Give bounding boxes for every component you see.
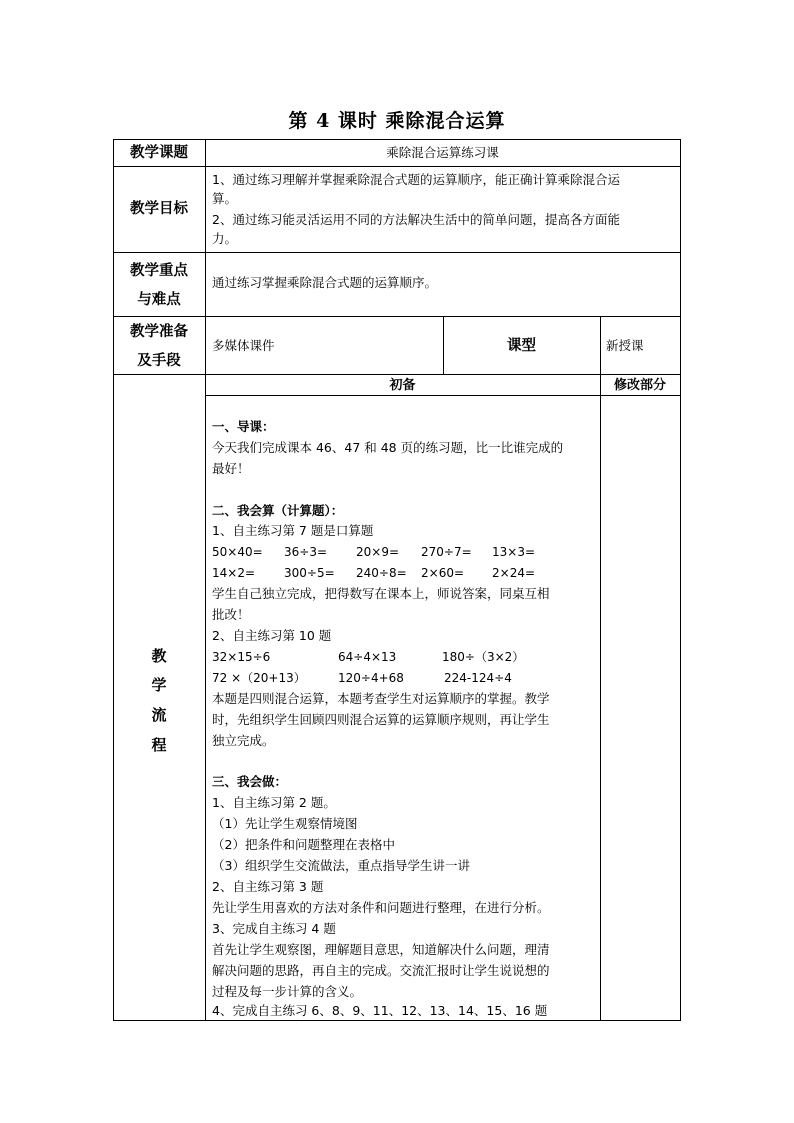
text-line: 独立完成。 [212,733,275,748]
text-line: 学生自己独立完成，把得数写在课本上，师说答案，同桌互相 [212,586,550,601]
calc-item: 72 ×（20+13） [212,671,306,685]
text-line: 解决问题的思路，再自主的完成。交流汇报时让学生说说想的 [212,963,550,978]
text-line: （3）组织学生交流做法，重点指导学生讲一讲 [212,858,470,873]
text-line: 时，先组织学生回顾四则混合运算的运算顺序规则，再让学生 [212,712,550,727]
calc-item: 32×15÷6 [212,650,271,664]
objectives-label: 教学目标 [130,201,188,217]
table-border [680,139,681,1020]
calc-item: 300÷5= [284,566,335,580]
objective-line: 1、通过练习理解并掌握乘除混合式题的运算顺序，能正确计算乘除混合运 [212,172,620,187]
table-border [600,374,601,1020]
text-line: 首先让学生观察图，理解题目意思，知道解决什么问题，理清 [212,942,550,957]
key-points-label-2: 与难点 [137,292,181,308]
text-line: （2）把条件和问题整理在表格中 [212,837,395,852]
calc-item: 270÷7= [421,545,472,559]
text-line: 1、自主练习第 2 题。 [212,795,336,810]
table-border [205,139,206,1020]
calc-item: 2×60= [421,566,465,580]
calc-item: 2×24= [492,566,536,580]
table-border [600,316,601,374]
key-points-label: 教学重点 [130,263,188,279]
table-border [113,1020,681,1021]
text-line: 4、完成自主练习 6、8、9、11、12、13、14、15、16 题 [212,1003,548,1018]
lesson-topic-label: 教学课题 [130,145,188,161]
page-title: 第 4 课时 乘除混合运算 [288,110,506,132]
calc-item: 14×2= [212,566,256,580]
objective-line: 2、通过练习能灵活运用不同的方法解决生活中的简单问题，提高各方面能 [212,212,620,227]
calc-item: 64÷4×13 [338,650,397,664]
lesson-type-label: 课型 [507,338,536,354]
calc-item: 224-124÷4 [444,671,512,685]
preparation-label: 教学准备 [130,324,188,340]
table-border [113,316,681,317]
flow-label-char: 流 [151,706,167,724]
text-line: 先让学生用喜欢的方法对条件和问题进行整理，在进行分析。 [212,900,550,915]
lesson-type-value: 新授课 [606,338,644,353]
text-line: 2、自主练习第 3 题 [212,879,324,894]
text-line: （1）先让学生观察情境图 [212,816,358,831]
calc-item: 36÷3= [284,545,328,559]
text-line: 3、完成自主练习 4 题 [212,921,336,936]
preparation-value: 多媒体课件 [212,338,275,353]
flow-main-header: 初备 [389,378,416,393]
flow-label-char: 程 [151,736,167,754]
calc-item: 240÷8= [356,566,407,580]
text-line: 最好！ [212,461,250,476]
table-border [113,374,681,375]
objective-line: 算。 [212,191,238,206]
table-border [113,139,681,140]
calc-item: 13×3= [492,545,536,559]
exercise-title: 2、自主练习第 10 题 [212,628,332,643]
calc-item: 50×40= [212,545,263,559]
preparation-label-2: 及手段 [137,353,181,369]
calc-item: 20×9= [356,545,400,559]
table-border [113,166,681,167]
flow-label-char: 教 [151,647,167,665]
flow-notes-header: 修改部分 [613,378,666,393]
objective-line: 力。 [212,231,238,246]
text-line: 本题是四则混合运算，本题考查学生对运算顺序的掌握。教学 [212,691,550,706]
section-title: 二、我会算（计算题）： [212,503,344,518]
flow-label-char: 学 [151,676,167,694]
key-points-value: 通过练习掌握乘除混合式题的运算顺序。 [212,275,438,290]
section-title: 一、导课： [212,419,275,434]
lesson-topic-value: 乘除混合运算练习课 [386,145,499,160]
exercise-title: 1、自主练习第 7 题是口算题 [212,523,374,538]
section-title: 三、我会做： [212,774,288,789]
calc-item: 180÷（3×2） [442,650,525,664]
text-line: 过程及每一步计算的含义。 [212,984,363,999]
calc-item: 120÷4+68 [338,671,404,685]
text-line: 批改！ [212,607,250,622]
table-border [205,395,681,396]
text-line: 今天我们完成课本 46、47 和 48 页的练习题，比一比谁完成的 [212,440,564,455]
table-border [113,252,681,253]
